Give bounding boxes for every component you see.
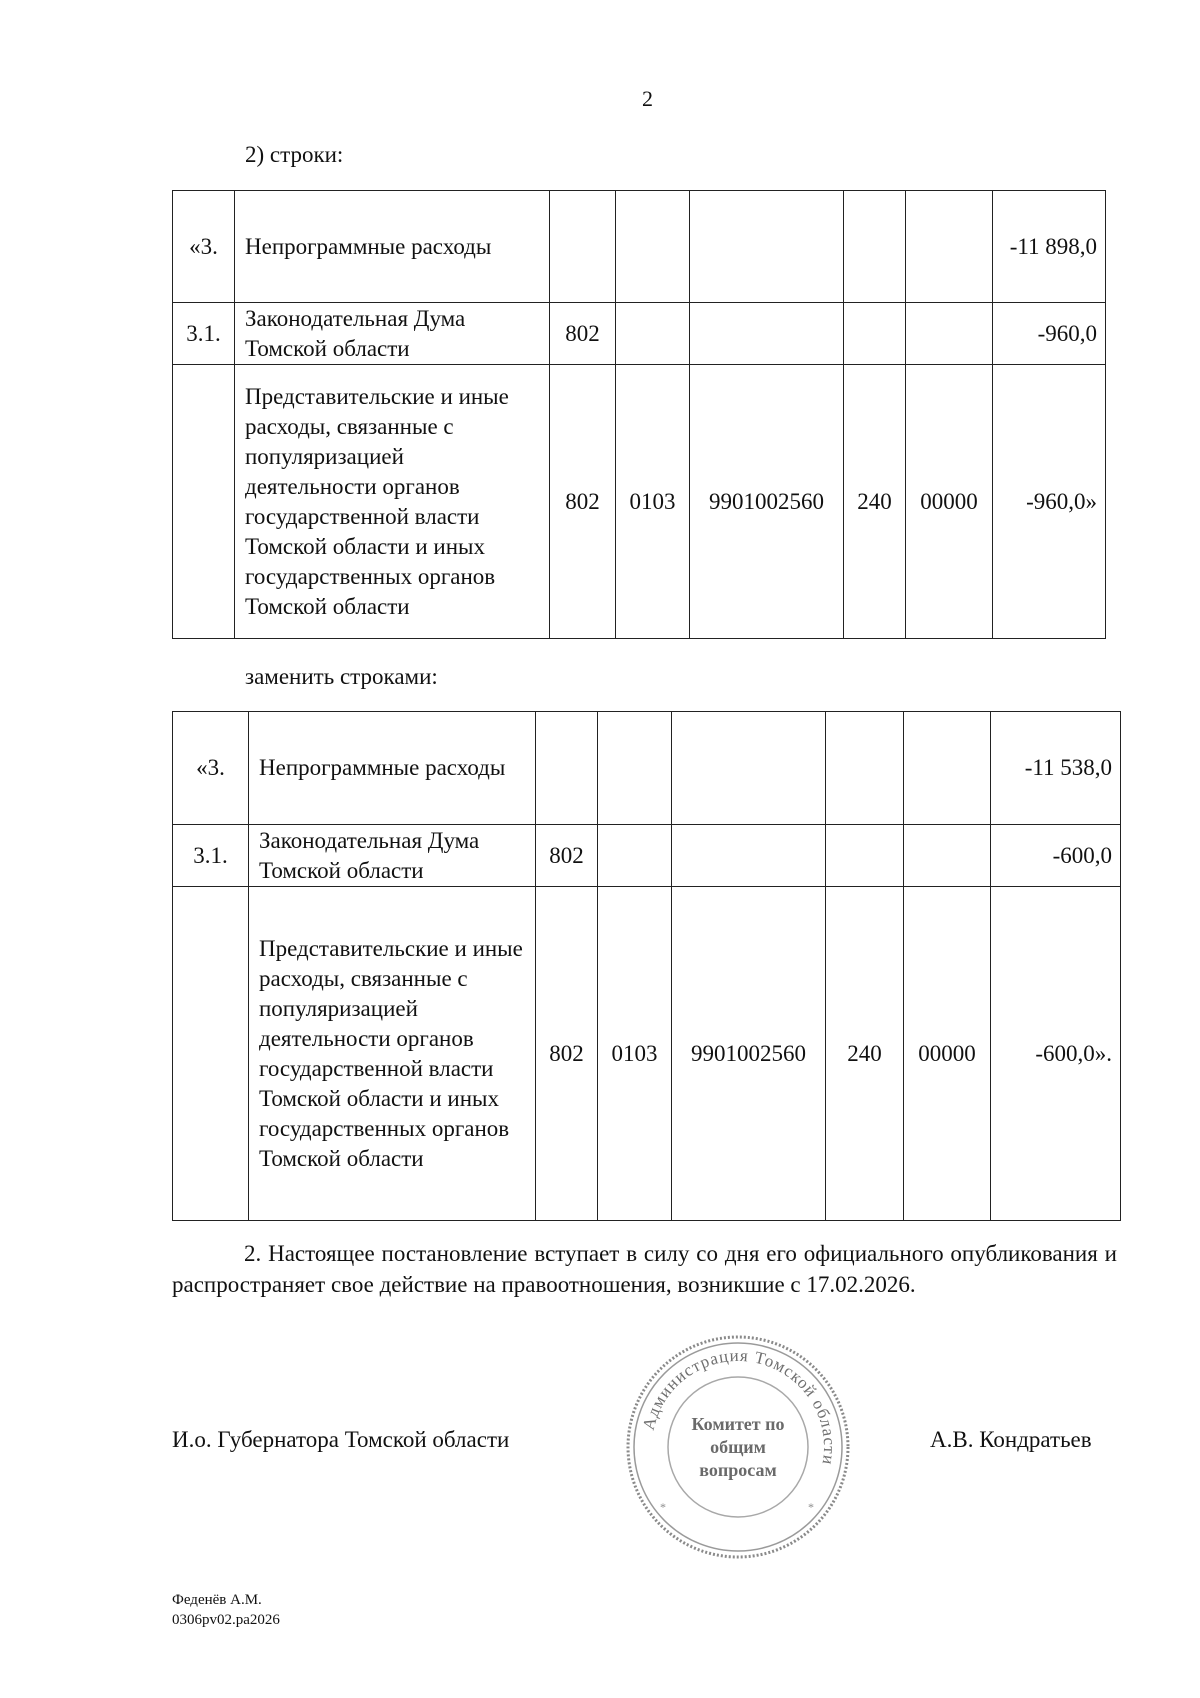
- expense-type: 240: [826, 887, 904, 1221]
- executor-name: Феденёв А.М.: [172, 1592, 262, 1608]
- expense-type: [844, 303, 906, 365]
- expense-type: [826, 825, 904, 887]
- row-name: Представительские и иные расходы, связанные с популяризацией деятельности органов государственной власти Томской области и иных государственных органов Томской области: [235, 365, 550, 639]
- signature-position: И.о. Губернатора Томской области: [172, 1427, 510, 1452]
- section-code: [598, 825, 672, 887]
- document-code: 0306pv02.pa2026: [172, 1612, 280, 1628]
- old-rows-table: [172, 190, 1106, 639]
- row-name: Непрограммные расходы: [235, 191, 550, 303]
- amount: -11 538,0: [991, 712, 1121, 825]
- extra-code: [904, 712, 991, 825]
- expense-type: [844, 191, 906, 303]
- target-code: [672, 825, 826, 887]
- clause-2: [172, 1238, 1117, 1300]
- row-name: Представительские и иные расходы, связанные с популяризацией деятельности органов государственной власти Томской области и иных государственных органов Томской области: [249, 887, 536, 1221]
- extra-code: [906, 191, 993, 303]
- extra-code: 00000: [906, 365, 993, 639]
- expense-type: [826, 712, 904, 825]
- section-code: [598, 712, 672, 825]
- admin-code: [550, 191, 616, 303]
- row-name: Законодательная Дума Томской области: [249, 825, 536, 887]
- section-code: 0103: [598, 887, 672, 1221]
- extra-code: 00000: [904, 887, 991, 1221]
- amount: -960,0: [993, 303, 1106, 365]
- official-seal: [624, 1333, 852, 1561]
- row-number: 3.1.: [173, 825, 249, 887]
- table-row: [173, 191, 1106, 303]
- seal-ring-text: Администрация Томской области: [638, 1345, 840, 1467]
- amount: -11 898,0: [993, 191, 1106, 303]
- row-number: «3.: [173, 712, 249, 825]
- section-code: [616, 303, 690, 365]
- seal-center: [680, 1413, 796, 1491]
- target-code: [690, 303, 844, 365]
- target-code: 9901002560: [672, 887, 826, 1221]
- admin-code: 802: [536, 825, 598, 887]
- extra-code: [906, 303, 993, 365]
- amount: -600,0: [991, 825, 1121, 887]
- target-code: 9901002560: [690, 365, 844, 639]
- table-row: [173, 303, 1106, 365]
- row-number: 3.1.: [173, 303, 235, 365]
- admin-code: 802: [536, 887, 598, 1221]
- table-row: [173, 365, 1106, 639]
- table-row: [173, 825, 1121, 887]
- replace-label: заменить строками:: [245, 664, 438, 689]
- admin-code: [536, 712, 598, 825]
- expense-type: 240: [844, 365, 906, 639]
- extra-code: [904, 825, 991, 887]
- seal-star-icon: *: [808, 1500, 814, 1514]
- admin-code: 802: [550, 303, 616, 365]
- row-name: Законодательная Дума Томской области: [235, 303, 550, 365]
- section-intro: 2) строки:: [245, 142, 344, 167]
- row-name: Непрограммные расходы: [249, 712, 536, 825]
- target-code: [690, 191, 844, 303]
- section-code: [616, 191, 690, 303]
- clause-2-text: 2. Настоящее постановление вступает в силу со дня его официального опубликования и распространяет свое действие на правоотношения, возникшие с 17.02.2026.: [172, 1241, 1117, 1297]
- section-code: 0103: [616, 365, 690, 639]
- new-rows-table: [172, 711, 1121, 1221]
- footer: [172, 1590, 280, 1630]
- row-number: «3.: [173, 191, 235, 303]
- signatory-name: А.В. Кондратьев: [930, 1427, 1092, 1452]
- admin-code: 802: [550, 365, 616, 639]
- row-number: [173, 365, 235, 639]
- table-row: [173, 887, 1121, 1221]
- table-row: [173, 712, 1121, 825]
- seal-star-icon: *: [660, 1500, 666, 1514]
- seal-center-text: Комитет по общим вопросам: [691, 1414, 785, 1480]
- amount: -960,0»: [993, 365, 1106, 639]
- page-number: 2: [642, 86, 653, 111]
- row-number: [173, 887, 249, 1221]
- target-code: [672, 712, 826, 825]
- amount: -600,0».: [991, 887, 1121, 1221]
